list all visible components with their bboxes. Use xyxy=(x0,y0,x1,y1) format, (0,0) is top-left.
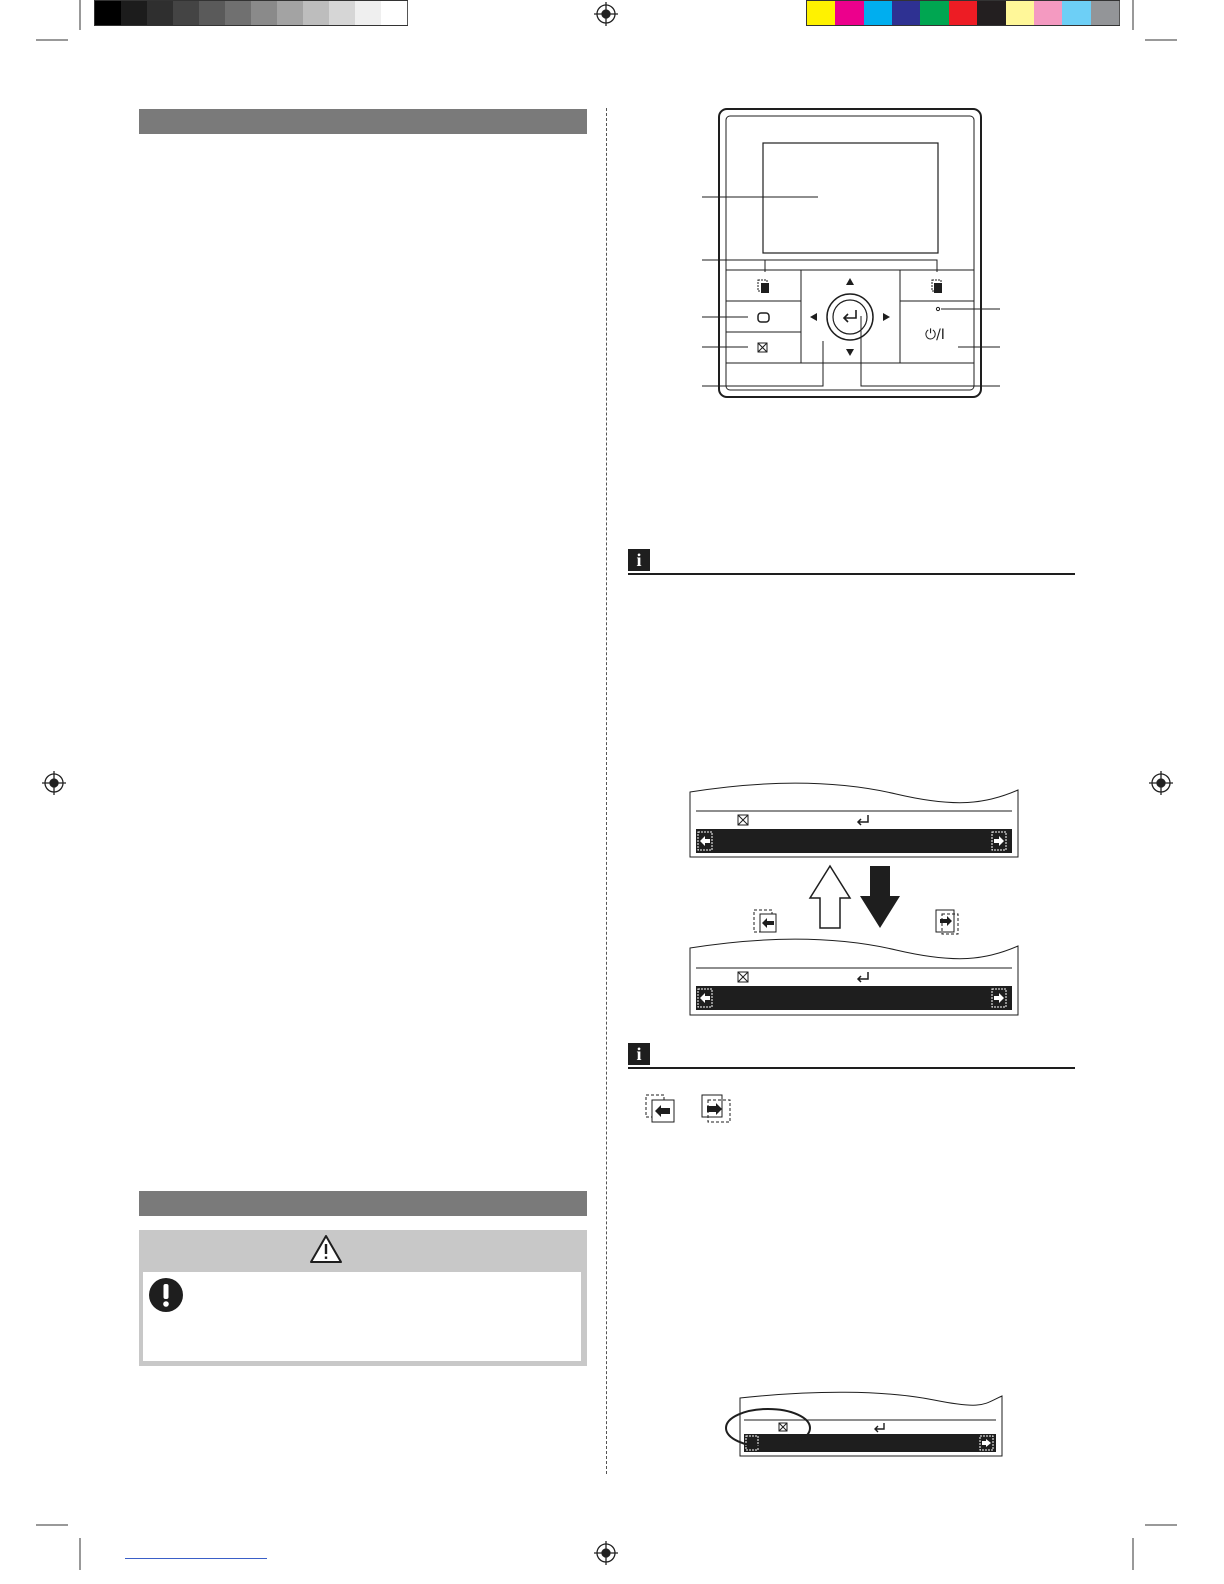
power-button-label: ⏻/I xyxy=(925,327,945,343)
note-heading xyxy=(628,549,1075,575)
section-header-bar-2 xyxy=(139,1191,587,1216)
screen-guide-bar xyxy=(744,1434,996,1452)
remote-controller-diagram xyxy=(690,105,1020,400)
caution-box xyxy=(139,1230,587,1366)
next-page-button-icon xyxy=(702,1095,730,1122)
registration-mark-left-icon xyxy=(42,771,66,795)
arrow-up-outline-icon xyxy=(810,866,850,928)
section-header-bar xyxy=(139,109,587,134)
exclamation-circle-icon xyxy=(148,1277,184,1313)
arrow-down-solid-icon xyxy=(860,866,900,928)
info-note-icon: i xyxy=(628,1043,650,1065)
back-page-button-icon xyxy=(754,910,776,932)
registration-mark-right-icon xyxy=(1149,771,1173,795)
note-heading-2 xyxy=(628,1043,1075,1069)
screen-guide-bar xyxy=(696,829,1012,853)
caution-content xyxy=(143,1272,581,1361)
warning-triangle-icon xyxy=(309,1234,343,1264)
screen-page-transition-diagram xyxy=(686,780,1022,1020)
footer-link-underline[interactable] xyxy=(125,1558,267,1559)
info-note-icon: i xyxy=(628,549,650,571)
page-buttons-icons xyxy=(644,1093,736,1125)
screen-guide-bar xyxy=(696,986,1012,1010)
registration-mark-bottom-icon xyxy=(594,1541,618,1565)
back-page-button-icon xyxy=(646,1095,674,1122)
column-divider xyxy=(606,108,607,1474)
next-page-button-icon xyxy=(936,910,958,934)
registration-mark-top-icon xyxy=(594,2,618,26)
cancel-highlight-diagram xyxy=(724,1388,1008,1460)
